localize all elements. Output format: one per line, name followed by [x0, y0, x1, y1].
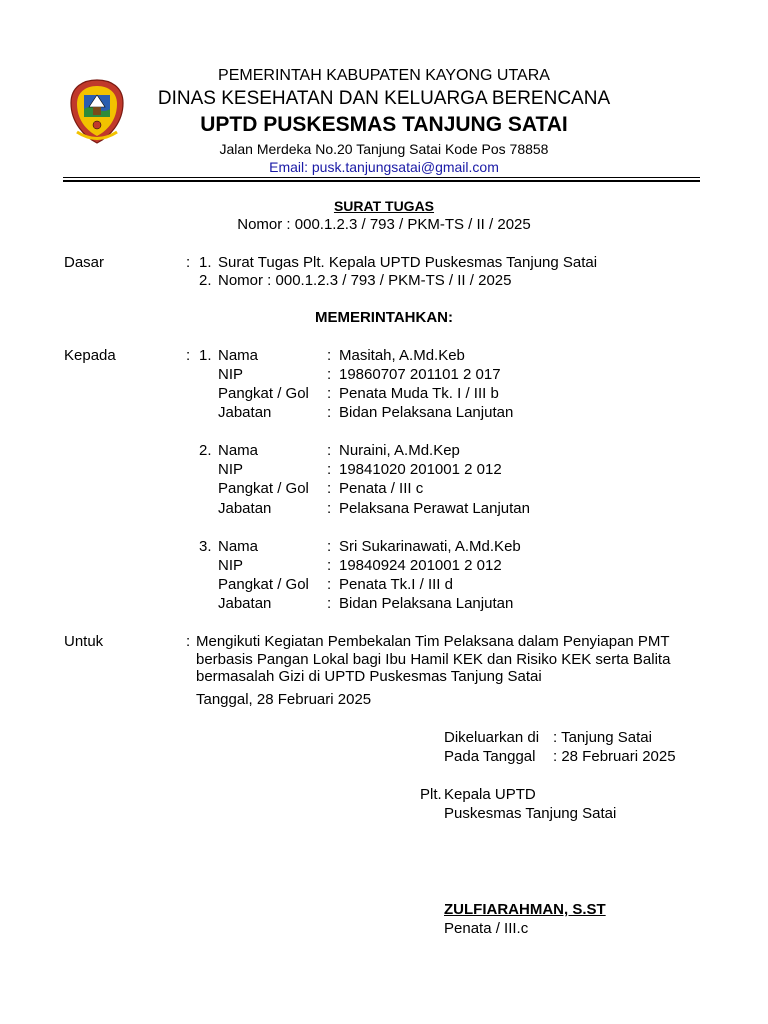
colon: : — [327, 347, 332, 364]
colon: : — [327, 595, 332, 612]
person-jabatan-label: Jabatan — [218, 404, 272, 421]
untuk-label: Untuk — [64, 633, 104, 650]
letterhead-government: PEMERINTAH KABUPATEN KAYONG UTARA — [218, 67, 550, 84]
person-nama: Nuraini, A.Md.Kep — [339, 442, 460, 459]
issued-date: : 28 Februari 2025 — [553, 748, 676, 765]
kepada-colon: : — [186, 347, 191, 364]
colon: : — [327, 557, 332, 574]
person-pangkat: Penata Muda Tk. I / III b — [339, 385, 499, 402]
letterhead-unit: UPTD PUSKESMAS TANJUNG SATAI — [200, 113, 568, 136]
dasar-item1: Surat Tugas Plt. Kepala UPTD Puskesmas Tanjung Satai — [218, 254, 598, 271]
kepada-label: Kepada — [64, 347, 116, 364]
document-title: SURAT TUGAS — [333, 198, 435, 214]
dasar-colon: : — [186, 254, 191, 271]
person-number: 3. — [199, 538, 212, 555]
signature-prefix: Plt. — [420, 786, 442, 803]
person-jabatan-label: Jabatan — [218, 500, 272, 517]
colon: : — [327, 480, 332, 497]
issued-place-label: Dikeluarkan di — [444, 729, 540, 746]
colon: : — [327, 500, 332, 517]
untuk-line-2: berbasis Pangan Lokal bagi Ibu Hamil KEK dan Risiko KEK serta Balita — [196, 650, 671, 668]
dasar-label: Dasar — [64, 254, 105, 271]
issued-date-label: Pada Tanggal — [444, 748, 536, 765]
signatory-rank: Penata / III.c — [444, 920, 529, 937]
colon: : — [327, 538, 332, 555]
person-nip: 19841020 201001 2 012 — [339, 461, 502, 478]
person-nip-label: NIP — [218, 366, 244, 383]
person-nip-label: NIP — [218, 461, 244, 478]
untuk-date: Tanggal, 28 Februari 2025 — [196, 691, 372, 708]
person-nama-label: Nama — [218, 347, 259, 364]
person-jabatan-label: Jabatan — [218, 595, 272, 612]
person-pangkat-label: Pangkat / Gol — [218, 576, 309, 593]
person-pangkat-label: Pangkat / Gol — [218, 480, 309, 497]
person-number: 2. — [199, 442, 212, 459]
untuk-line-1: Mengikuti Kegiatan Pembekalan Tim Pelaksana dalam Penyiapan PMT — [196, 633, 670, 650]
untuk-line-3: bermasalah Gizi di UPTD Puskesmas Tanjung Satai — [196, 668, 542, 685]
colon: : — [327, 461, 332, 478]
person-pangkat: Penata / III c — [339, 480, 424, 497]
letterhead-divider-thick — [63, 180, 700, 182]
person-nama-label: Nama — [218, 538, 259, 555]
person-pangkat-label: Pangkat / Gol — [218, 385, 309, 402]
signatory-name: ZULFIARAHMAN, S.ST — [444, 901, 606, 918]
colon: : — [327, 442, 332, 459]
untuk-colon: : — [186, 633, 191, 650]
colon: : — [327, 404, 332, 421]
colon: : — [327, 576, 332, 593]
untuk-paragraph — [196, 633, 716, 686]
dasar-item2-number: 2. — [199, 272, 212, 289]
person-jabatan: Bidan Pelaksana Lanjutan — [339, 595, 514, 612]
letterhead-department: DINAS KESEHATAN DAN KELUARGA BERENCANA — [157, 88, 611, 109]
person-nama-label: Nama — [218, 442, 259, 459]
person-nama: Masitah, A.Md.Keb — [339, 347, 465, 364]
person-nama: Sri Sukarinawati, A.Md.Keb — [339, 538, 521, 555]
person-nip: 19840924 201001 2 012 — [339, 557, 502, 574]
issued-place: : Tanjung Satai — [553, 729, 652, 746]
signature-title-1: Kepala UPTD — [444, 786, 536, 803]
signature-title-2: Puskesmas Tanjung Satai — [444, 805, 617, 822]
person-jabatan: Bidan Pelaksana Lanjutan — [339, 404, 514, 421]
person-nip-label: NIP — [218, 557, 244, 574]
colon: : — [327, 366, 332, 383]
letterhead-email: Email: pusk.tanjungsatai@gmail.com — [269, 159, 499, 175]
document-number: Nomor : 000.1.2.3 / 793 / PKM-TS / II / 2025 — [237, 216, 531, 233]
person-nip: 19860707 201101 2 017 — [339, 366, 501, 383]
person-number: 1. — [199, 347, 212, 364]
command-heading: MEMERINTAHKAN: — [314, 309, 454, 326]
dasar-item1-number: 1. — [199, 254, 212, 271]
colon: : — [327, 385, 332, 402]
person-pangkat: Penata Tk.I / III d — [339, 576, 453, 593]
dasar-item2: Nomor : 000.1.2.3 / 793 / PKM-TS / II / 2025 — [218, 272, 512, 289]
person-jabatan: Pelaksana Perawat Lanjutan — [339, 500, 530, 517]
letterhead-address: Jalan Merdeka No.20 Tanjung Satai Kode Pos 78858 — [219, 141, 549, 157]
letterhead-divider-thin — [63, 177, 700, 178]
